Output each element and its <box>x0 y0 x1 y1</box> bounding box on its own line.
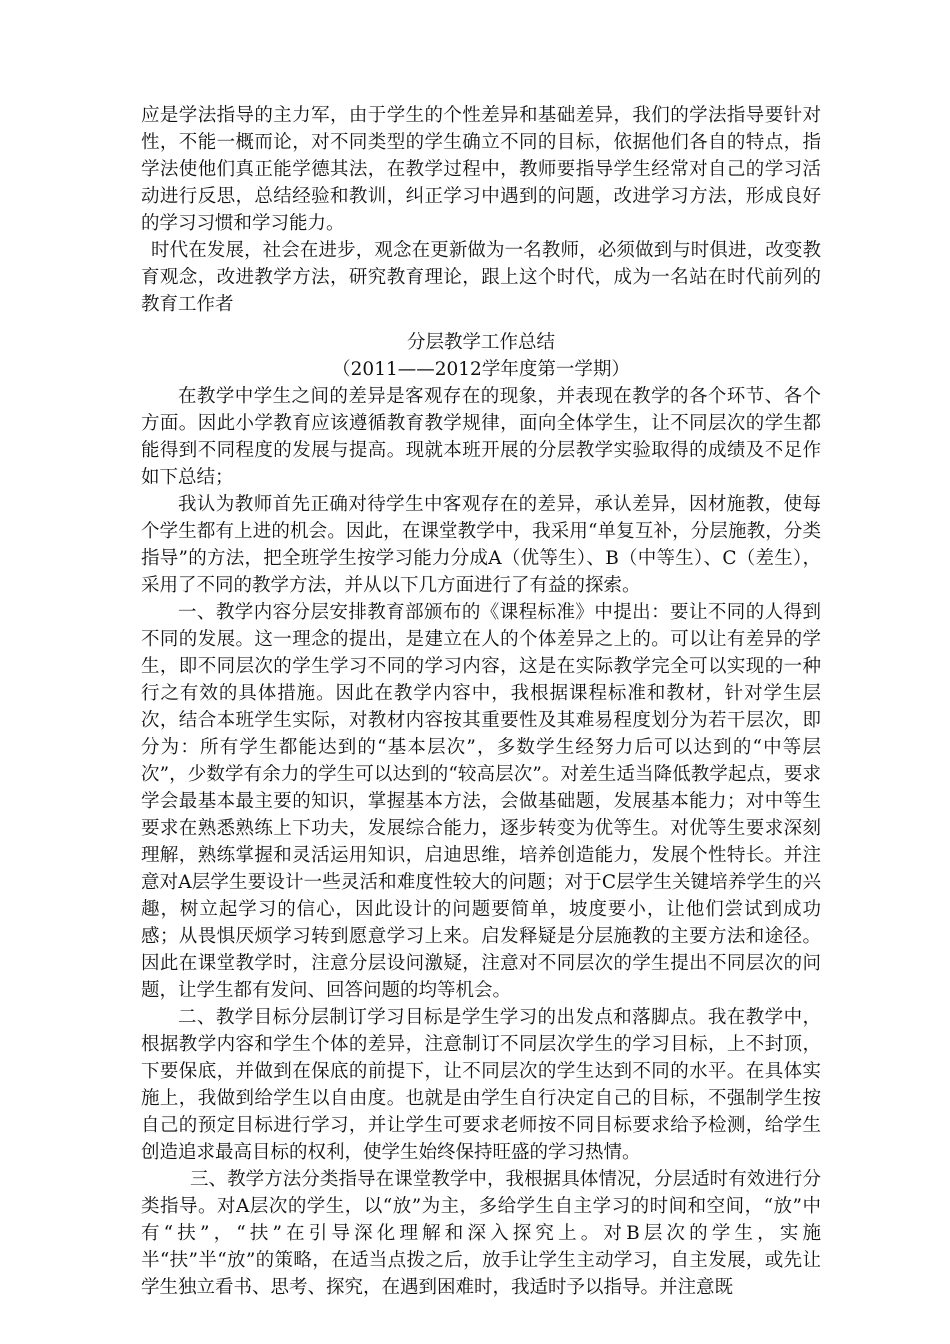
summary-section-method-guidance: 三、教学方法分类指导在课堂教学中，我根据具体情况，分层适时有效进行分类指导。对A层次的学生，以“放”为主，多给学生自主学习的时间和空间，“放”中有“扶”，“扶”在引导深化理解和深入探究上。对B层次的学生，实施半“扶”半“放”的策略，在适当点拨之后，放手让学生主动学习，自主发展，或先让学生独立看书、思考、探究，在遇到困难时，我适时予以指导。并注意既 <box>141 1169 821 1298</box>
intro-paragraph-1: 应是学法指导的主力军，由于学生的个性差异和基础差异，我们的学法指导要针对性，不能一概而论，对不同类型的学生确立不同的目标，依据他们各自的特点，指学法使他们真正能学德其法，在教学过程中，教师要指导学生经常对自己的学习活动进行反思，总结经验和教训，纠正学习中遇到的问题，改进学习方法，形成良好的学习习惯和学习能力。 <box>141 105 821 234</box>
summary-paragraph-intro: 在教学中学生之间的差异是客观存在的现象，并表现在教学的各个环节、各个方面。因此小学教育应该遵循教育教学规律，面向全体学生，让不同层次的学生都能得到不同程度的发展与提高。现就本班开展的分层教学实验取得的成绩及不足作如下总结； <box>141 386 821 488</box>
intro-paragraph-2: 时代在发展，社会在进步，观念在更新做为一名教师，必须做到与时俱进，改变教育观念，改进教学方法，研究教育理论，跟上这个时代，成为一名站在时代前列的教育工作者 <box>141 240 821 315</box>
summary-section-goal-layering: 二、教学目标分层制订学习目标是学生学习的出发点和落脚点。我在教学中，根据教学内容和学生个体的差异，注意制订不同层次学生的学习目标，上不封顶，下要保底，并做到在保底的前提下，让不同层次的学生达到不同的水平。在具体实施上，我做到给学生以自由度。也就是由学生自行决定自己的目标，不强制学生按自己的预定目标进行学习，并让学生可要求老师按不同目标要求给予检测，给学生创造追求最高目标的权利，使学生始终保持旺盛的学习热情。 <box>141 1007 821 1163</box>
summary-section-content-layering: 一、教学内容分层安排教育部颁布的《课程标准》中提出：要让不同的人得到不同的发展。这一理念的提出，是建立在人的个体差异之上的。可以让有差异的学生，即不同层次的学生学习不同的学习内容，这是在实际教学完全可以实现的一种行之有效的具体措施。因此在教学内容中，我根据课程标准和教材，针对学生层次，结合本班学生实际，对教材内容按其重要性及其难易程度划分为若干层次，即分为：所有学生都能达到的“基本层次”，多数学生经努力后可以达到的“中等层次”，少数学有余力的学生可以达到的“较高层次”。对差生适当降低教学起点，要求学会最基本最主要的知识，掌握基本方法，会做基础题，发展基本能力；对中等生要求在熟悉熟练上下功夫，发展综合能力，逐步转变为优等生。对优等生要求深刻理解，熟练掌握和灵活运用知识，启迪思维，培养创造能力，发展个性特长。并注意对A层学生要设计一些灵活和难度性较大的问题；对于C层学生关键培养学生的兴趣，树立起学习的信心，因此设计的问题要简单，坡度要小，让他们尝试到成功感；从畏惧厌烦学习转到愿意学习上来。启发释疑是分层施教的主要方法和途径。因此在课堂教学时，注意分层设问激疑，注意对不同层次的学生提出不同层次的问题，让学生都有发问、回答问题的均等机会。 <box>141 602 821 1001</box>
summary-subtitle: （2011——2012学年度第一学期） <box>332 359 630 380</box>
summary-title: 分层教学工作总结 <box>406 332 555 353</box>
summary-paragraph-approach: 我认为教师首先正确对待学生中客观存在的差异，承认差异，因材施教，使每个学生都有上进的机会。因此，在课堂教学中，我采用“单复互补，分层施教，分类指导”的方法，把全班学生按学习能力分成A（优等生）、B（中等生）、C（差生），采用了不同的教学方法，并从以下几方面进行了有益的探索。 <box>141 494 821 596</box>
document-body <box>141 102 821 1301</box>
